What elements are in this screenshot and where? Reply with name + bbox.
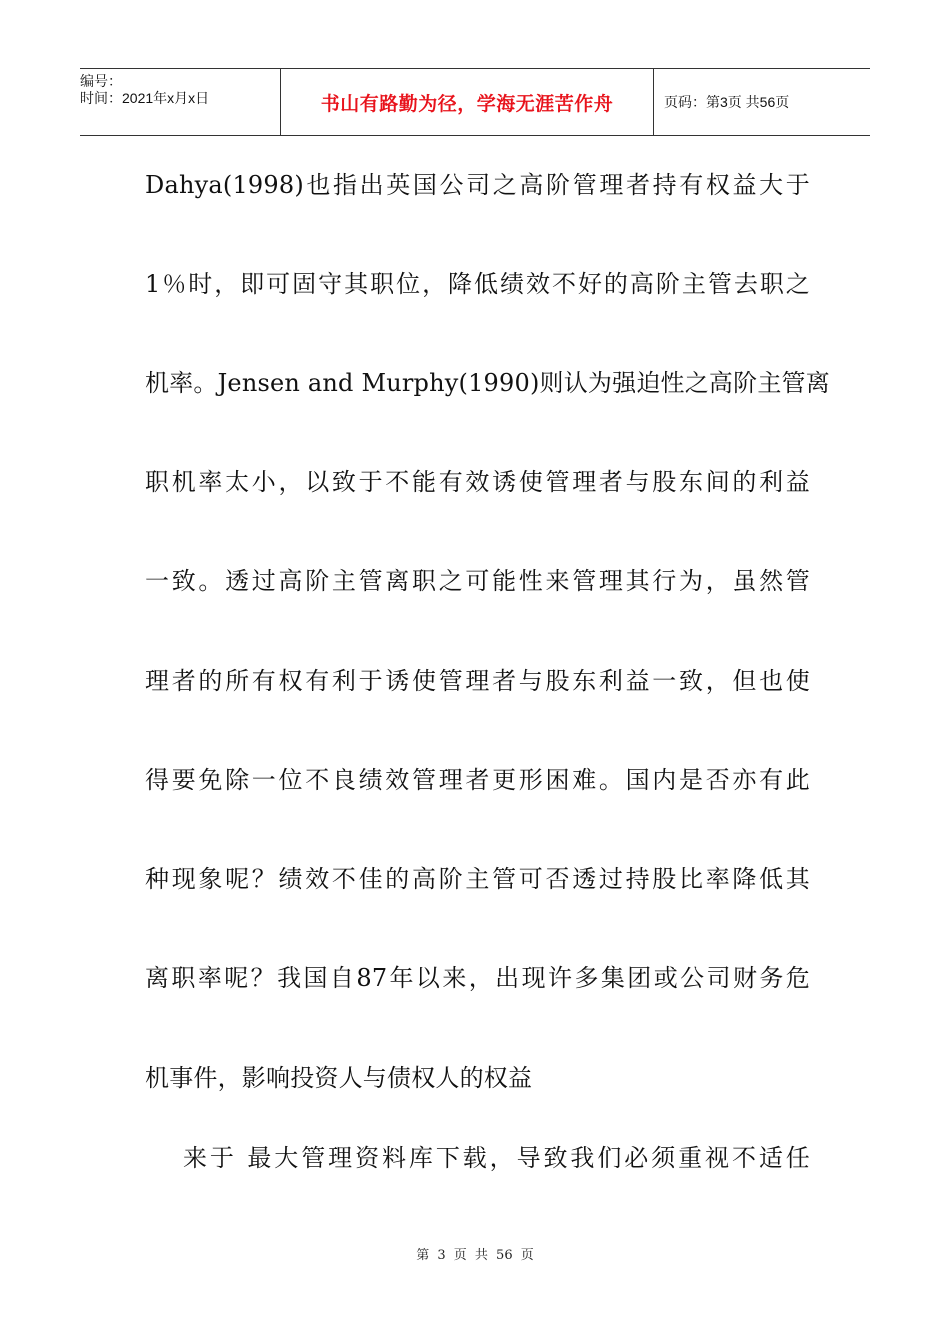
page-footer: 第 3 页 共 56 页 bbox=[416, 1248, 534, 1263]
header-meta bbox=[80, 69, 281, 135]
body-line: 离职率呢？我国自87年以来，出现许多集团或公司财务危 bbox=[145, 964, 810, 992]
body-line: 1％时，即可固守其职位，降低绩效不好的高阶主管去职之 bbox=[145, 270, 810, 298]
page-header bbox=[80, 68, 870, 136]
body-line: Dahya(1998)也指出英国公司之高阶管理者持有权益大于 bbox=[145, 171, 810, 199]
body-line: 理者的所有权有利于诱使管理者与股东利益一致，但也使 bbox=[145, 667, 810, 695]
header-motto: 书山有路勤为径，学海无涯苦作舟 bbox=[281, 69, 654, 135]
body-line: 一致。透过高阶主管离职之可能性来管理其行为，虽然管 bbox=[145, 567, 810, 595]
document-number-label: 编号： bbox=[80, 73, 122, 89]
header-page-info: 页码：第3页 共56页 bbox=[664, 94, 790, 110]
body-line: 机率。Jensen and Murphy(1990)则认为强迫性之高阶主管离 bbox=[145, 369, 830, 397]
body-line: 职机率太小，以致于不能有效诱使管理者与股东间的利益 bbox=[145, 468, 810, 496]
body-line: 机事件，影响投资人与债权人的权益 bbox=[145, 1064, 533, 1092]
body-line: 种现象呢？绩效不佳的高阶主管可否透过持股比率降低其 bbox=[145, 865, 810, 893]
body-line: 来于 最大管理资料库下载，导致我们必须重视不适任 bbox=[183, 1144, 810, 1172]
body-line: 得要免除一位不良绩效管理者更形困难。国内是否亦有此 bbox=[145, 766, 810, 794]
document-time-label: 时间：2021年x月x日 bbox=[80, 90, 210, 106]
